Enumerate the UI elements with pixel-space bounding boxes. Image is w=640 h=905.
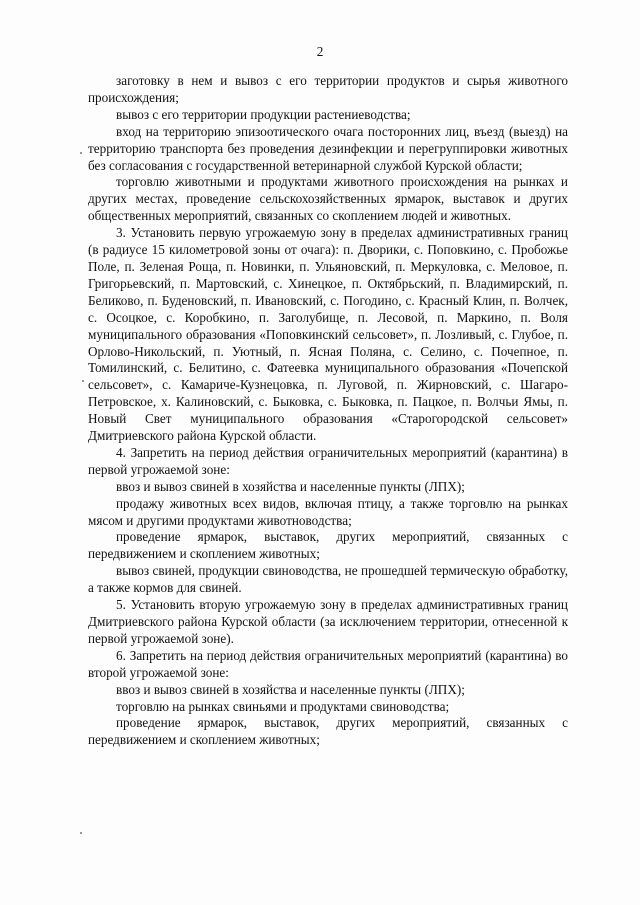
paragraph-3: вход на территорию эпизоотического очага посторонних лиц, въезд (выезд) на территорию транспорта без проведения дезинфекции и перегруппировки животных без согласования с государственной ветеринарной службой Курской области; (88, 123, 568, 173)
paragraph-6: 4. Запретить на период действия ограничительных мероприятий (карантина) в первой угрожаемой зоне: (88, 444, 568, 477)
paragraph-14: торговлю на рынках свиньями и продуктами свиноводства; (116, 698, 450, 714)
paragraph-15: проведение ярмарок, выставок, других мероприятий, связанных с передвижением и скоплением животных; (88, 715, 568, 748)
paragraph-13: ввоз и вывоз свиней в хозяйства и населенные пункты (ЛПХ); (116, 681, 465, 697)
scan-speck (80, 832, 82, 834)
paragraph-11: 5. Установить вторую угрожаемую зону в пределах административных границ Дмитриевского района Курской области (за исключением территории, отнесенной к первой угрожаемой зоне). (88, 597, 568, 646)
paragraph-2: вывоз с его территории продукции растениеводства; (116, 106, 411, 122)
paragraph-7: ввоз и вывоз свиней в хозяйства и населенные пункты (ЛПХ); (116, 478, 465, 494)
paragraph-12: 6. Запретить на период действия ограничительных мероприятий (карантина) во второй угрожаемой зоне: (88, 647, 568, 680)
paragraph-1: заготовку в нем и вывоз с его территории продуктов и сырья животного происхождения; (88, 73, 568, 105)
scan-speck (82, 380, 84, 382)
scan-speck (80, 152, 82, 154)
document-body (88, 73, 568, 749)
page-number: 2 (316, 44, 324, 59)
paragraph-5: 3. Установить первую угрожаемую зону в пределах административных границ (в радиусе 15 километровой зоны от очага): п. Дворики, с. Поповкино, с. Пробожье Поле, п. Зеленая Роща, п. Новинки, п. Ульяновский, п. Меркуловка, с. Меловое, п. Григорьевский, п. Мартовский, с. Хинецкое, п. Октябрьский, п. Владимирский, п. Беликово, п. Буденовский, п. Ивановский, с. Погодино, с. Красный Клин, п. Волчек, с. Осоцкое, с. Коробкино, п. Заголубище, п. Лесовой, п. Маркино, п. Воля муниципального образования «Поповкинский сельсовет», п. Лозливый, с. Глубое, п. Орлово-Никольский, п. Уютный, п. Ясная Поляна, с. Селино, с. Почепное, п. Томилинский, с. Белитино, с. Фатеевка муниципального образования «Почепской сельсовет», с. Камаричe-Кузнецовка, п. Луговой, п. Жирновский, с. Шагаро-Петровское, х. Калиновский, с. Быковка, с. Быковка, п. Пацкое, п. Волчьи Ямы, п. Новый Свет муниципального образования «Старогородской сельсовет» Дмитриевского района Курской области. (88, 225, 568, 444)
paragraph-9: проведение ярмарок, выставок, других мероприятий, связанных с передвижением и скоплением животных; (88, 529, 568, 562)
paragraph-4: торговлю животными и продуктами животного происхождения на рынках и других местах, проведение сельскохозяйственных ярмарок, выставок и других общественных мероприятий, связанных со скоплением людей и животных. (88, 174, 568, 224)
paragraph-10: вывоз свиней, продукции свиноводства, не прошедшей термическую обработку, а также кормов для свиней. (88, 563, 568, 596)
paragraph-8: продажу животных всех видов, включая птицу, а также торговлю на рынках мясом и другими продуктами животноводства; (88, 495, 568, 528)
